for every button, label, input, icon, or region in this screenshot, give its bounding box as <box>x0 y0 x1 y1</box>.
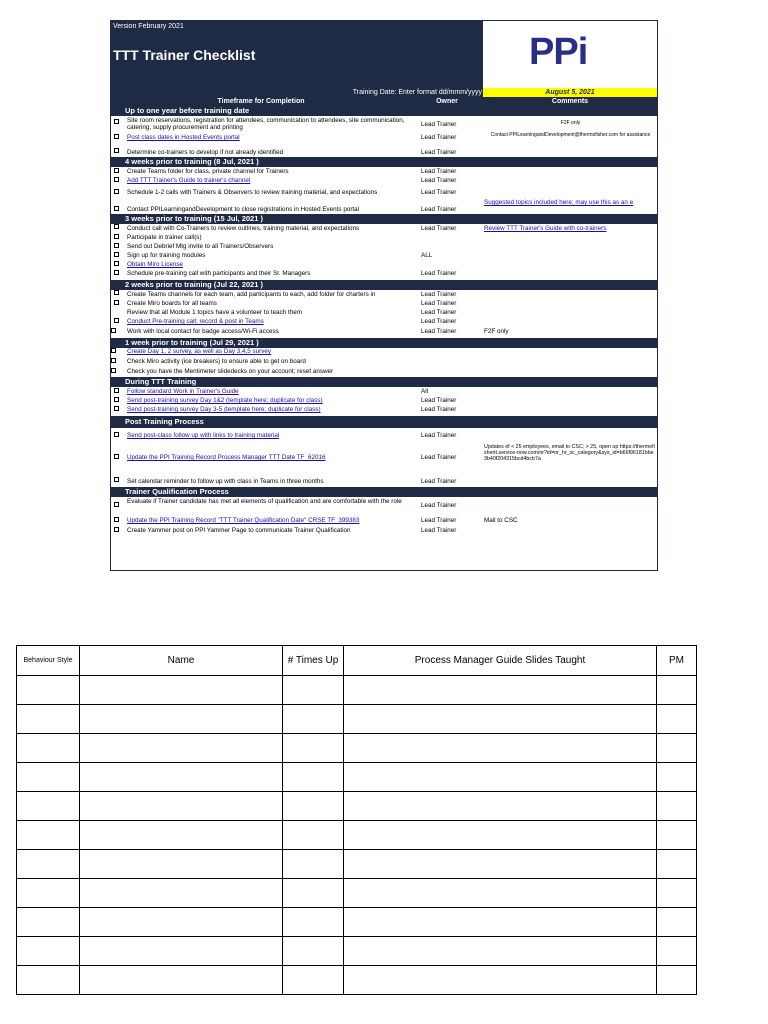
checklist-row <box>111 396 657 405</box>
checkbox[interactable] <box>111 368 116 373</box>
owner-text: Lead Trainer <box>421 478 457 485</box>
name-cell[interactable] <box>80 966 283 995</box>
checkbox[interactable] <box>114 224 119 229</box>
task-link[interactable]: Send post-training survey Day 1&2 (template here; duplicate for class) <box>127 397 323 404</box>
checklist-row <box>111 367 657 377</box>
checkbox[interactable] <box>114 388 119 393</box>
task-text: Participate in trainer call(s) <box>127 234 202 241</box>
checklist-row <box>111 526 657 536</box>
checklist-row <box>111 476 657 486</box>
checkbox[interactable] <box>114 234 119 239</box>
owner-text: Lead Trainer <box>421 397 457 404</box>
checklist-row <box>111 317 657 326</box>
checklist-row <box>111 299 657 308</box>
task-text: Work with local contact for badge access/Wi-Fi access <box>127 328 279 335</box>
name-cell[interactable] <box>80 879 283 908</box>
table-row <box>17 908 697 937</box>
slides-taught-cell[interactable] <box>344 879 657 908</box>
checkbox[interactable] <box>114 300 119 305</box>
column-headers <box>111 97 657 106</box>
task-link[interactable]: Add TTT Trainer's Guide to trainer's channel <box>127 177 251 184</box>
checklist-title: TTT Trainer Checklist <box>113 47 256 63</box>
behaviour-style-cell[interactable] <box>17 937 80 966</box>
owner-text: Lead Trainer <box>421 206 457 213</box>
section-header: Trainer Qualification Process <box>111 487 657 497</box>
owner-text: All <box>421 388 428 395</box>
name-cell[interactable] <box>80 676 283 705</box>
name-cell[interactable] <box>80 763 283 792</box>
slides-taught-cell[interactable] <box>344 734 657 763</box>
checkbox[interactable] <box>114 454 119 459</box>
task-text: Sign up for training modules <box>127 252 206 259</box>
owner-text: Lead Trainer <box>421 177 457 184</box>
section-header: Up to one year before training date <box>111 106 657 116</box>
slides-taught-header: Process Manager Guide Slides Taught <box>344 646 657 676</box>
task-text: Send out Debrief Mtg invite to all Trainers/Observers <box>127 243 274 250</box>
times-up-cell[interactable] <box>283 937 344 966</box>
owner-text: Lead Trainer <box>421 432 457 439</box>
timeframe-header: Timeframe for Completion <box>217 98 305 105</box>
owner-text: Lead Trainer <box>421 454 457 461</box>
ppi-logo: PPi <box>529 31 588 73</box>
comment-text: F2F only <box>560 120 581 126</box>
checklist-row <box>111 201 657 214</box>
table-row <box>17 850 697 879</box>
checkbox[interactable] <box>114 134 119 139</box>
checklist-sheet <box>110 20 658 571</box>
section-header: 4 weeks prior to training (8 Jul, 2021 ) <box>111 157 657 167</box>
trainer-roster-table <box>16 645 697 995</box>
section-header: During TTT Training <box>111 377 657 387</box>
times-up-cell[interactable] <box>283 705 344 734</box>
table-row <box>17 937 697 966</box>
checklist-row <box>111 251 657 260</box>
roster-body <box>17 676 697 995</box>
owner-text: Lead Trainer <box>421 225 457 232</box>
checkbox[interactable] <box>114 168 119 173</box>
slides-taught-cell[interactable] <box>344 937 657 966</box>
checkbox[interactable] <box>114 252 119 257</box>
comments-header: Comments <box>551 98 589 105</box>
times-up-cell[interactable] <box>283 879 344 908</box>
table-row <box>17 734 697 763</box>
name-cell[interactable] <box>80 734 283 763</box>
pm-cell[interactable] <box>657 705 697 734</box>
task-text: Conduct call with Co-Trainers to review outlines, training material, and expectations <box>127 225 360 232</box>
training-date-value[interactable]: August 5, 2021 <box>483 88 657 97</box>
owner-text: Lead Trainer <box>421 527 457 534</box>
owner-text: Lead Trainer <box>421 134 457 141</box>
slides-taught-cell[interactable] <box>344 792 657 821</box>
times-up-cell[interactable] <box>283 763 344 792</box>
version-label: Version February 2021 <box>113 23 184 30</box>
times-up-cell[interactable] <box>283 966 344 995</box>
slides-taught-cell[interactable] <box>344 908 657 937</box>
pm-cell[interactable] <box>657 879 697 908</box>
name-cell[interactable] <box>80 821 283 850</box>
owner-text: Lead Trainer <box>421 318 457 325</box>
checkbox[interactable] <box>114 270 119 275</box>
times-up-cell[interactable] <box>283 734 344 763</box>
checklist-rows <box>111 106 657 536</box>
checkbox[interactable] <box>114 477 119 482</box>
owner-text: Lead Trainer <box>421 309 457 316</box>
pm-header: PM <box>657 646 697 676</box>
section-header: 3 weeks prior to training (15 Jul, 2021 ) <box>111 214 657 224</box>
slides-taught-cell[interactable] <box>344 966 657 995</box>
checklist-row <box>111 497 657 514</box>
checklist-row <box>111 514 657 526</box>
checklist-row <box>111 233 657 242</box>
times-up-cell[interactable] <box>283 908 344 937</box>
title-banner <box>111 21 483 88</box>
section-header: 2 weeks prior to training (Jul 22, 2021 ) <box>111 280 657 290</box>
name-cell[interactable] <box>80 937 283 966</box>
table-row <box>17 763 697 792</box>
checkbox[interactable] <box>114 502 119 507</box>
checklist-row <box>111 242 657 251</box>
checkbox[interactable] <box>114 206 119 211</box>
pm-cell[interactable] <box>657 734 697 763</box>
comment-link[interactable]: Review TTT Trainer's Guide with co-trainers <box>484 225 607 232</box>
name-cell[interactable] <box>80 908 283 937</box>
table-row <box>17 821 697 850</box>
checkbox[interactable] <box>114 517 119 522</box>
owner-text: Lead Trainer <box>421 291 457 298</box>
behaviour-style-cell[interactable] <box>17 763 80 792</box>
slides-taught-cell[interactable] <box>344 850 657 879</box>
name-cell[interactable] <box>80 850 283 879</box>
task-text: Check Miro activity (ice breakers) to ensure able to get on board <box>127 358 306 365</box>
checklist-row <box>111 147 657 157</box>
comment-text: Updates of < 25 employees, email to CSC; > 25, open up https://thermofisherit.service-now.com/nr?id=nr_hr_sc_category&sys_id=b66f96181bbe3b40f204315bcd4bcb7a <box>484 444 655 462</box>
checklist-row <box>111 269 657 278</box>
owner-text: Lead Trainer <box>421 270 457 277</box>
checklist-row <box>111 387 657 396</box>
comment-text: Contact PPILearningandDevelopment@thermofisher.com for assistance <box>490 132 651 138</box>
checklist-row <box>111 290 657 299</box>
pm-cell[interactable] <box>657 908 697 937</box>
behaviour-style-header: Behaviour Style <box>17 646 80 676</box>
task-link[interactable]: Obtain Miro License <box>127 261 183 268</box>
comment-text: F2F only <box>484 328 509 335</box>
pm-cell[interactable] <box>657 763 697 792</box>
comment-link[interactable]: Suggested topics included here; may use this as an e <box>484 199 634 206</box>
owner-text: Lead Trainer <box>421 149 457 156</box>
pm-cell[interactable] <box>657 821 697 850</box>
pm-cell[interactable] <box>657 792 697 821</box>
checklist-row <box>111 357 657 367</box>
section-header: Post Training Process <box>111 416 657 428</box>
owner-text: Lead Trainer <box>421 300 457 307</box>
checkbox[interactable] <box>111 358 116 363</box>
slides-taught-cell[interactable] <box>344 821 657 850</box>
task-text: Create Teams channels for each team, add participants to each, add folder for charters in <box>127 291 376 298</box>
task-text: Create Teams folder for class, private channel for Trainers <box>127 168 289 175</box>
behaviour-style-cell[interactable] <box>17 879 80 908</box>
table-row <box>17 705 697 734</box>
times-up-cell[interactable] <box>283 850 344 879</box>
name-cell[interactable] <box>80 705 283 734</box>
logo-area <box>483 21 657 88</box>
checklist-row <box>111 167 657 176</box>
checklist-row <box>111 260 657 269</box>
owner-header: Owner <box>436 98 458 105</box>
times-up-header: # Times Up <box>283 646 344 676</box>
owner-text: ALL <box>421 252 433 259</box>
task-link[interactable]: Send post-class follow up with links to training material <box>127 432 280 439</box>
behaviour-style-cell[interactable] <box>17 734 80 763</box>
checkbox[interactable] <box>114 397 119 402</box>
checkbox[interactable] <box>111 328 116 333</box>
times-up-cell[interactable] <box>283 792 344 821</box>
behaviour-style-cell[interactable] <box>17 676 80 705</box>
checkbox[interactable] <box>114 406 119 411</box>
times-up-cell[interactable] <box>283 821 344 850</box>
checklist-row <box>111 428 657 442</box>
task-text: Check you have the Mentimeter slidedecks on your account; reset answer <box>127 368 334 375</box>
pm-cell[interactable] <box>657 966 697 995</box>
owner-text: Lead Trainer <box>421 189 457 196</box>
checkbox[interactable] <box>114 189 119 194</box>
comment-text: Mail to CSC <box>484 517 518 524</box>
checkbox[interactable] <box>114 261 119 266</box>
task-link[interactable]: Conduct Pre-training call; record & post in Teams <box>127 318 264 325</box>
checkbox[interactable] <box>114 243 119 248</box>
training-date-row <box>111 88 483 97</box>
pm-cell[interactable] <box>657 850 697 879</box>
task-text: Evaluate if Trainer candidate has met all elements of qualification and are comfortable with the role <box>127 498 402 505</box>
checklist-row <box>111 176 657 185</box>
behaviour-style-cell[interactable] <box>17 821 80 850</box>
checkbox[interactable] <box>111 348 116 353</box>
behaviour-style-cell[interactable] <box>17 792 80 821</box>
table-row <box>17 966 697 995</box>
task-link[interactable]: Post class dates in Hosted Events portal <box>127 134 240 141</box>
checklist-row <box>111 116 657 132</box>
pm-cell[interactable] <box>657 937 697 966</box>
training-date-label: Training Date: Enter format dd/mmm/yyyy <box>352 89 482 96</box>
checkbox[interactable] <box>114 318 119 323</box>
task-link[interactable]: Create Day 1, 2 survey, as well as Day 3,4,5 survey <box>127 348 272 355</box>
checkbox[interactable] <box>114 148 119 153</box>
behaviour-style-cell[interactable] <box>17 705 80 734</box>
section-header: 1 week prior to training (Jul 29, 2021 ) <box>111 338 657 348</box>
name-header: Name <box>80 646 283 676</box>
times-up-cell[interactable] <box>283 676 344 705</box>
checkbox[interactable] <box>114 119 119 124</box>
table-row <box>17 879 697 908</box>
task-text: Schedule pre-training call with participants and their Sr. Managers <box>127 270 311 277</box>
slides-taught-cell[interactable] <box>344 763 657 792</box>
task-link[interactable]: Send post-training survey Day 3-5 (template here; duplicate for class) <box>127 406 321 413</box>
owner-text: Lead Trainer <box>421 406 457 413</box>
owner-text: Lead Trainer <box>421 168 457 175</box>
task-text: Create Yammer post on PPI Yammer Page to communicate Trainer Qualification <box>127 527 351 534</box>
slides-taught-cell[interactable] <box>344 705 657 734</box>
task-link[interactable]: Update the PPI Training Record "TTT Trainer Qualification Date" CRSE TF_399383 <box>127 517 360 524</box>
checklist-row <box>111 132 657 147</box>
checkbox[interactable] <box>114 527 119 532</box>
task-link[interactable]: Follow standard Work in Trainer's Guide <box>127 388 239 395</box>
task-text: Determine co-trainers to develop if not already identified <box>127 149 284 156</box>
table-row <box>17 676 697 705</box>
checklist-row <box>111 442 657 476</box>
name-cell[interactable] <box>80 792 283 821</box>
task-text: Schedule 1-2 calls with Trainers & Observers to review training material, and expectations <box>127 189 378 196</box>
task-text: Contact PPILearningandDevelopment to close registrations in Hosted Events portal <box>127 206 360 213</box>
roster-header-row <box>17 646 697 676</box>
checkbox[interactable] <box>114 290 119 295</box>
owner-text: Lead Trainer <box>421 328 457 335</box>
checkbox[interactable] <box>114 432 119 437</box>
checkbox[interactable] <box>114 177 119 182</box>
task-text: Review that all Module 1 topics have a volunteer to teach them <box>127 309 303 316</box>
task-text: Set calendar reminder to follow up with class in Teams in three months <box>127 478 324 485</box>
checklist-row <box>111 405 657 414</box>
behaviour-style-cell[interactable] <box>17 850 80 879</box>
checklist-row <box>111 326 657 338</box>
task-link[interactable]: Update the PPI Training Record Process Manager TTT Date TF_62016 <box>127 454 326 461</box>
checklist-row <box>111 348 657 357</box>
owner-text: Lead Trainer <box>421 121 457 128</box>
behaviour-style-cell[interactable] <box>17 966 80 995</box>
owner-text: Lead Trainer <box>421 502 457 509</box>
table-row <box>17 792 697 821</box>
owner-text: Lead Trainer <box>421 517 457 524</box>
slides-taught-cell[interactable] <box>344 676 657 705</box>
task-text: Site room reservations, registration for attendees, communication to attendees, site communication, catering, supply procurement and printing <box>127 117 405 131</box>
checklist-row <box>111 308 657 317</box>
behaviour-style-cell[interactable] <box>17 908 80 937</box>
task-text: Create Miro boards for all teams <box>127 300 217 307</box>
checklist-row <box>111 224 657 233</box>
pm-cell[interactable] <box>657 676 697 705</box>
